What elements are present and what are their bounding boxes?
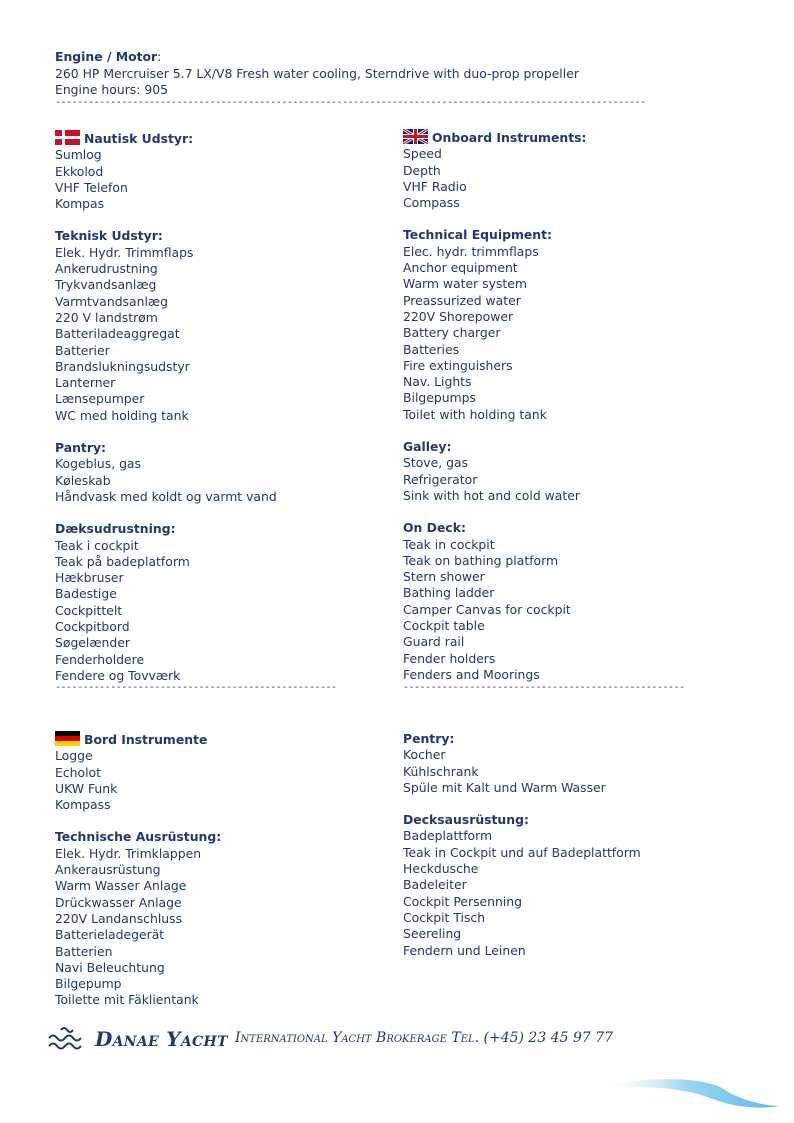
list-item: Batterieladegerät [55, 927, 165, 943]
section-heading [403, 439, 586, 455]
list-item: Kogeblus, gas [55, 456, 141, 472]
section-heading-text: On Deck: [403, 520, 466, 536]
section-spacer [55, 212, 277, 228]
danish-flag-icon [55, 130, 80, 145]
list-item: Teak on bathing platform [403, 552, 559, 568]
list-item: Heckdusche [403, 861, 479, 877]
list-item: WC med holding tank [55, 407, 189, 423]
list-item: Fender holders [403, 650, 496, 666]
engine-description: 260 HP Mercruiser 5.7 LX/V8 Fresh water cooling, Sterndrive with duo-prop propeller [55, 66, 579, 81]
list-item: Guard rail [403, 634, 465, 650]
section-spacer [403, 423, 586, 439]
list-item: Elec. hydr. trimmflaps [403, 243, 539, 259]
list-item: Badeplattform [403, 828, 493, 844]
list-item: Ankerudrustning [55, 261, 158, 277]
list-item: Logge [55, 748, 93, 764]
danish-equipment-column [55, 130, 277, 684]
section-heading [55, 731, 221, 748]
section-heading [55, 521, 277, 537]
waves-logo-icon [47, 1024, 89, 1056]
section-heading [55, 130, 277, 147]
list-item: Fenders and Moorings [403, 666, 540, 682]
list-item: Warm Wasser Anlage [55, 878, 187, 894]
list-item: Teak in Cockpit und auf Badeplattform [403, 844, 641, 860]
engine-heading [55, 49, 161, 65]
german-equipment-column-right [403, 731, 641, 959]
list-item: Kühlschrank [403, 763, 479, 779]
section-heading [403, 227, 586, 243]
list-item: Teak in cockpit [403, 536, 495, 552]
list-item: Depth [403, 162, 441, 178]
divider-full: ----------------------------------------------------------------------------------------------------------- [55, 97, 646, 108]
list-item: Sink with hot and cold water [403, 487, 580, 503]
list-item: Camper Canvas for cockpit [403, 601, 571, 617]
list-item: Stern shower [403, 569, 485, 585]
list-item: Bilgepumps [403, 390, 476, 406]
list-item: Kompass [55, 797, 111, 813]
list-item: Hækbruser [55, 570, 124, 586]
list-item: Preassurized water [403, 292, 521, 308]
list-item: Teak i cockpit [55, 537, 139, 553]
list-item: Cockpit Persenning [403, 893, 523, 909]
list-item: Toilette mit Fäklientank [55, 992, 199, 1008]
engine-label: Engine / Motor [55, 49, 158, 64]
list-item: Nav. Lights [403, 374, 472, 390]
section-spacer [55, 424, 277, 440]
english-equipment-column [403, 129, 586, 683]
list-item: Ankerausrüstung [55, 862, 161, 878]
list-item: Cockpitbord [55, 619, 130, 635]
list-item: Toilet with holding tank [403, 406, 547, 422]
german-flag-icon [55, 731, 80, 746]
section-heading [55, 228, 277, 244]
list-item: 220V Shorepower [403, 308, 514, 324]
list-item: Batteriladeaggregat [55, 326, 180, 342]
section-heading-text: Pantry: [55, 440, 106, 456]
section-spacer [403, 796, 641, 812]
watermark-swoosh-icon [590, 1076, 790, 1116]
list-item: 220 V landstrøm [55, 309, 158, 325]
list-item: VHF Radio [403, 178, 467, 194]
section-heading-text: Galley: [403, 439, 452, 455]
list-item: Battery charger [403, 325, 501, 341]
engine-colon: : [157, 49, 162, 64]
list-item: Brandslukningsudstyr [55, 358, 190, 374]
list-item: Søgelænder [55, 635, 130, 651]
section-spacer [55, 813, 221, 829]
list-item: Batterien [55, 943, 113, 959]
list-item: 220V Landanschluss [55, 910, 183, 926]
list-item: Lanterner [55, 375, 116, 391]
list-item: Bathing ladder [403, 585, 495, 601]
list-item: Sumlog [55, 147, 102, 163]
section-heading [55, 829, 221, 845]
divider-right: --------------------------------------------------- [403, 682, 685, 693]
list-item: Anchor equipment [403, 260, 518, 276]
section-spacer [55, 505, 277, 521]
list-item: Teak på badeplatform [55, 553, 190, 569]
list-item: Navi Beleuchtung [55, 959, 165, 975]
section-heading-text: Technische Ausrüstung: [55, 829, 222, 845]
list-item: Kocher [403, 747, 446, 763]
list-item: Kompas [55, 196, 105, 212]
list-item: Cockpit table [403, 618, 485, 634]
list-item: Bilgepump [55, 976, 122, 992]
list-item: Elek. Hydr. Trimmflaps [55, 244, 194, 260]
section-heading-text: Dæksudrustning: [55, 521, 176, 537]
list-item: Køleskab [55, 472, 111, 488]
list-item: Varmtvandsanlæg [55, 293, 168, 309]
section-heading-text: Pentry: [403, 731, 455, 746]
list-item: Compass [403, 195, 460, 211]
brand-name: Danae Yacht [95, 1027, 228, 1051]
uk-flag-icon [403, 129, 428, 144]
list-item: Speed [403, 146, 442, 162]
list-item: Fire extinguishers [403, 357, 513, 373]
list-item: Fendern und Leinen [403, 942, 526, 958]
list-item: Stove, gas [403, 455, 469, 471]
list-item: Håndvask med koldt og varmt vand [55, 488, 277, 504]
section-heading-text: Teknisk Udstyr: [55, 228, 163, 244]
german-equipment-column-left [55, 731, 221, 1009]
section-heading-text: Technical Equipment: [403, 227, 552, 243]
section-heading [403, 129, 586, 146]
list-item: Ekkolod [55, 163, 104, 179]
divider-left: --------------------------------------------------- [55, 682, 337, 693]
list-item: Badestige [55, 586, 117, 602]
section-heading [403, 520, 586, 536]
list-item: Elek. Hydr. Trimklappen [55, 845, 202, 861]
list-item: Lænsepumper [55, 391, 145, 407]
section-spacer [403, 211, 586, 227]
section-heading-text: Bord Instrumente [84, 732, 208, 747]
section-heading-text: Decksausrüstung: [403, 812, 529, 828]
list-item: Trykvandsanlæg [55, 277, 157, 293]
list-item: Fenderholdere [55, 651, 145, 667]
section-heading-text: Onboard Instruments: [432, 130, 587, 145]
list-item: Fendere og Tovværk [55, 667, 181, 683]
list-item: Badeleiter [403, 877, 467, 893]
list-item: Drückwasser Anlage [55, 894, 182, 910]
list-item: Cockpittelt [55, 602, 123, 618]
list-item: VHF Telefon [55, 179, 128, 195]
section-spacer [403, 504, 586, 520]
engine-hours: Engine hours: 905 [55, 82, 169, 97]
section-heading-text: Nautisk Udstyr: [84, 131, 194, 146]
list-item: Warm water system [403, 276, 527, 292]
list-item: Echolot [55, 764, 101, 780]
list-item: Seereling [403, 926, 462, 942]
list-item: Batteries [403, 341, 460, 357]
brand-tagline: International Yacht Brokerage Tel. (+45) 23 45 97 77 [235, 1030, 614, 1046]
list-item: Cockpit Tisch [403, 909, 486, 925]
list-item: UKW Funk [55, 780, 118, 796]
section-heading [403, 731, 641, 747]
section-heading [55, 440, 277, 456]
list-item: Batterier [55, 342, 110, 358]
list-item: Spüle mit Kalt und Warm Wasser [403, 779, 606, 795]
list-item: Refrigerator [403, 471, 478, 487]
section-heading [403, 812, 641, 828]
